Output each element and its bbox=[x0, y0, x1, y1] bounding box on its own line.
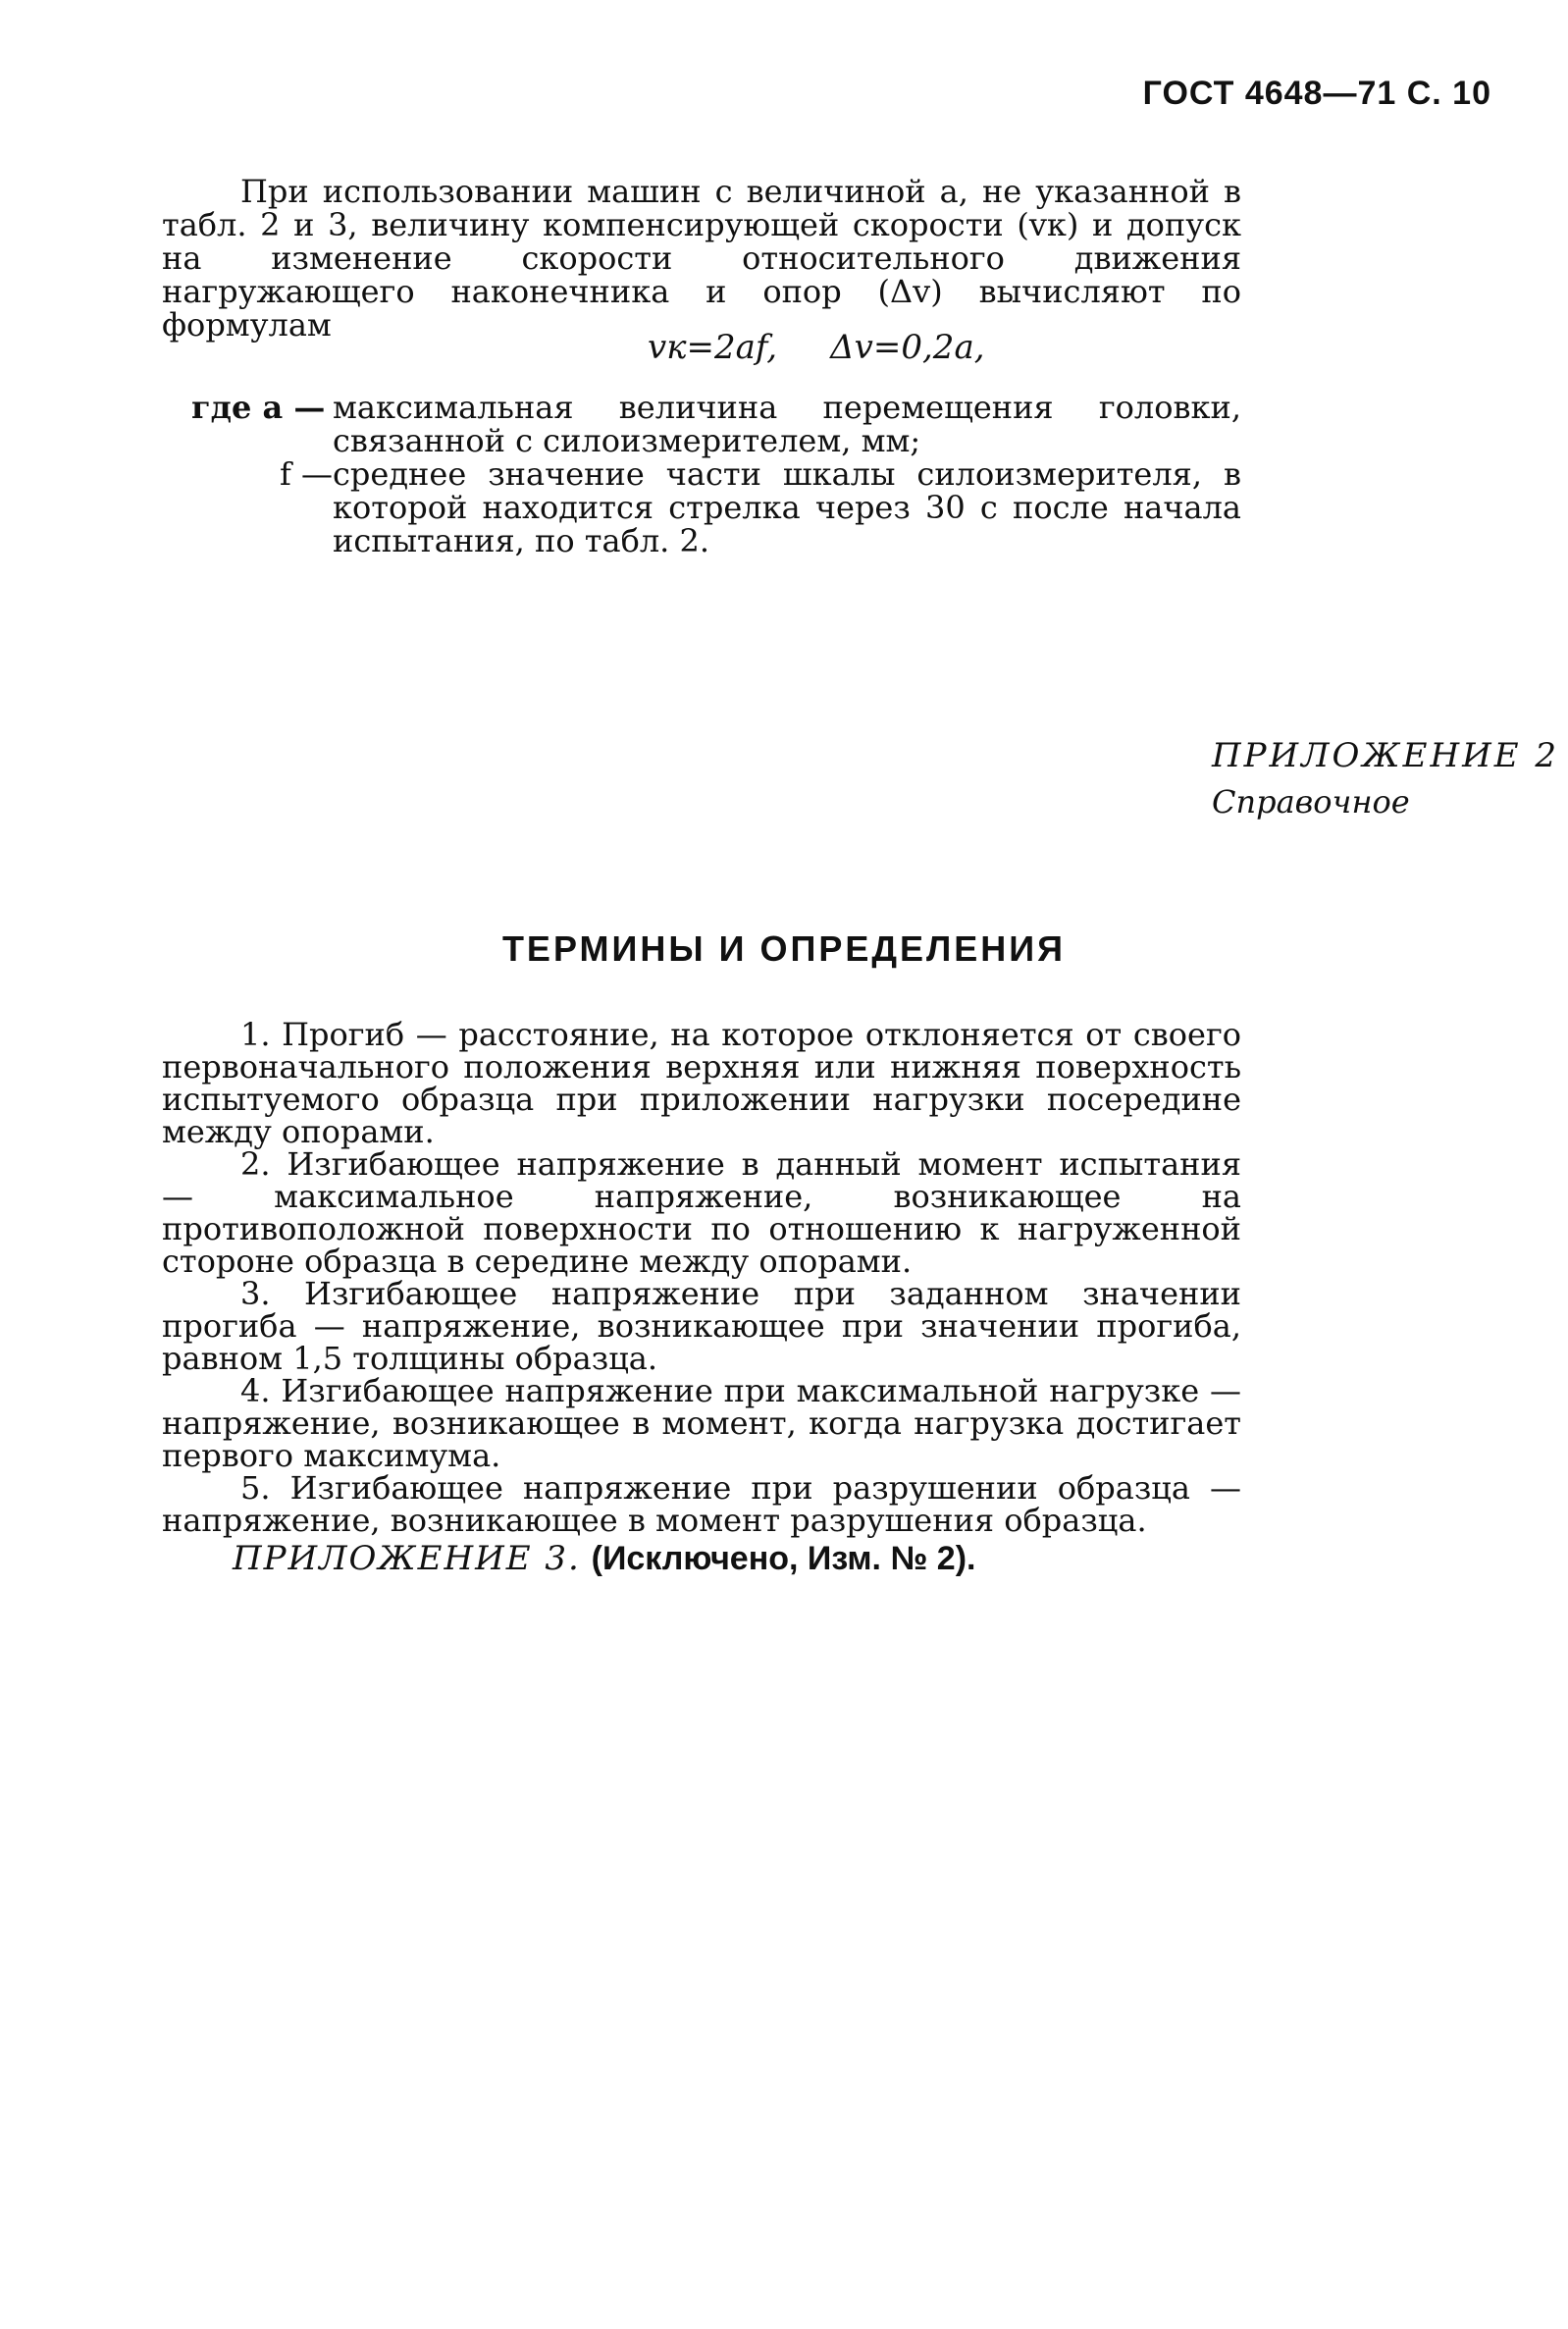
formula: vк=2af, Δv=0,2a, bbox=[648, 328, 985, 367]
appendix3-title: ПРИЛОЖЕНИЕ 3. bbox=[233, 1539, 581, 1578]
term-item: 2. Изгибающее напряжение в данный момент испытания — максимальное напряжение, возникающее на противоположной поверхности по отношению к нагруженной стороне образца в середине между опорами. bbox=[162, 1145, 1241, 1280]
term-item: 3. Изгибающее напряжение при заданном значении прогиба — напряжение, возникающее при значении прогиба, равном 1,5 толщины образца. bbox=[162, 1275, 1241, 1377]
intro-paragraph: При использовании машин с величиной а, не указанной в табл. 2 и 3, величину компенсирующей скорости (vк) и допуск на изменение скорости относительного движения нагружающего наконечника и опор (Δv) вычисляют по формулам bbox=[162, 173, 1241, 344]
legend-row-a bbox=[191, 391, 1241, 457]
legend-term-f: f — bbox=[279, 455, 333, 493]
term-item: 1. Прогиб — расстояние, на которое отклоняется от своего первоначального положения верхняя или нижняя поверхность испытуемого образца при приложении нагрузки посередине между опорами. bbox=[162, 1016, 1241, 1150]
term-item: 5. Изгибающее напряжение при разрушении образца — напряжение, возникающее в момент разрушения образца. bbox=[162, 1469, 1241, 1539]
legend-def-f: среднее значение части шкалы силоизмерителя, в которой находится стрелка через 30 с после начала испытания, по табл. 2. bbox=[333, 455, 1241, 559]
appendix3-status: (Исключено, Изм. № 2). bbox=[591, 1540, 976, 1577]
appendix-title: ПРИЛОЖЕНИЕ 2 bbox=[1212, 736, 1560, 775]
terms-list bbox=[162, 1016, 1241, 1539]
legend-row-f bbox=[191, 457, 1241, 557]
appendix3-note bbox=[233, 1539, 975, 1578]
appendix-subtitle: Справочное bbox=[1212, 783, 1410, 820]
section-title: ТЕРМИНЫ И ОПРЕДЕЛЕНИЯ bbox=[501, 928, 1067, 969]
formula-legend bbox=[191, 391, 1241, 557]
term-item: 4. Изгибающее напряжение при максимальной нагрузке — напряжение, возникающее в момент, когда нагрузка достигает первого максимума. bbox=[162, 1372, 1241, 1474]
legend-term-a: где a — bbox=[191, 389, 326, 426]
legend-def-a: максимальная величина перемещения головки, связанной с силоизмерителем, мм; bbox=[333, 389, 1241, 459]
page-header: ГОСТ 4648—71 С. 10 bbox=[1142, 75, 1491, 112]
